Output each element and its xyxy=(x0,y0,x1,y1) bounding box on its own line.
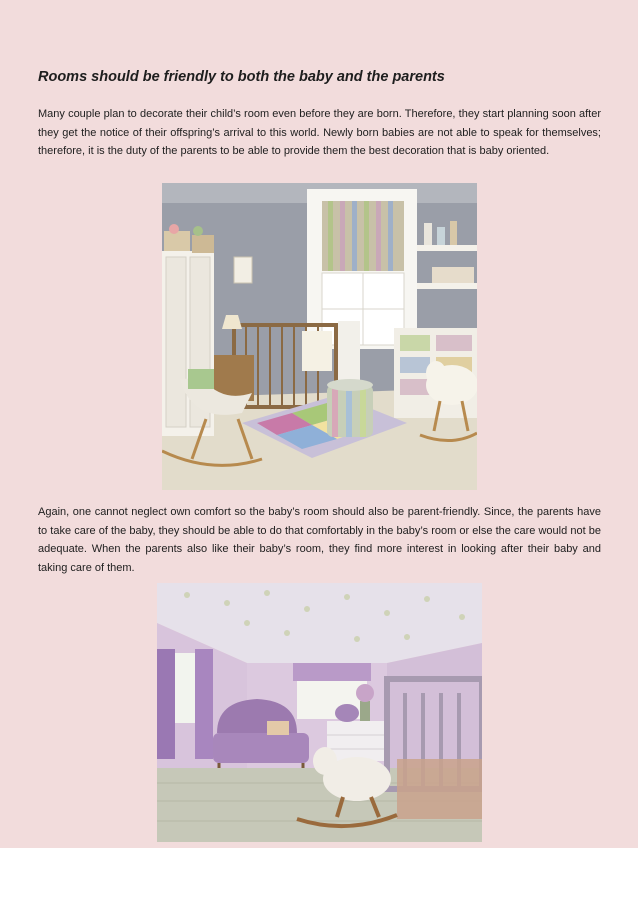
paragraph-intro: Many couple plan to decorate their child’s room even before they are born. Therefore, they start planning soon after they get the notice of their offspring’s arrival to this world. Newly born babies are not able to speak for themselves; therefore, it is the duty of the parents to be able to provide them the best decoration that is baby oriented. xyxy=(38,108,601,157)
article-heading: Rooms should be friendly to both the baby and the parents xyxy=(38,69,445,85)
nursery-photo-grey xyxy=(162,183,477,490)
paragraph-parent-friendly: Again, one cannot neglect own comfort so the baby’s room should also be parent-friendly. Since, the parents have to take care of the baby, they should be able to do that comfortably in the baby’s room or else the care would not be adequate. When the parents also like their baby’s room, they find more interest in looking after their baby and taking care of them. xyxy=(38,506,601,574)
nursery-photo-lavender xyxy=(157,583,482,842)
page-footer xyxy=(0,848,638,903)
